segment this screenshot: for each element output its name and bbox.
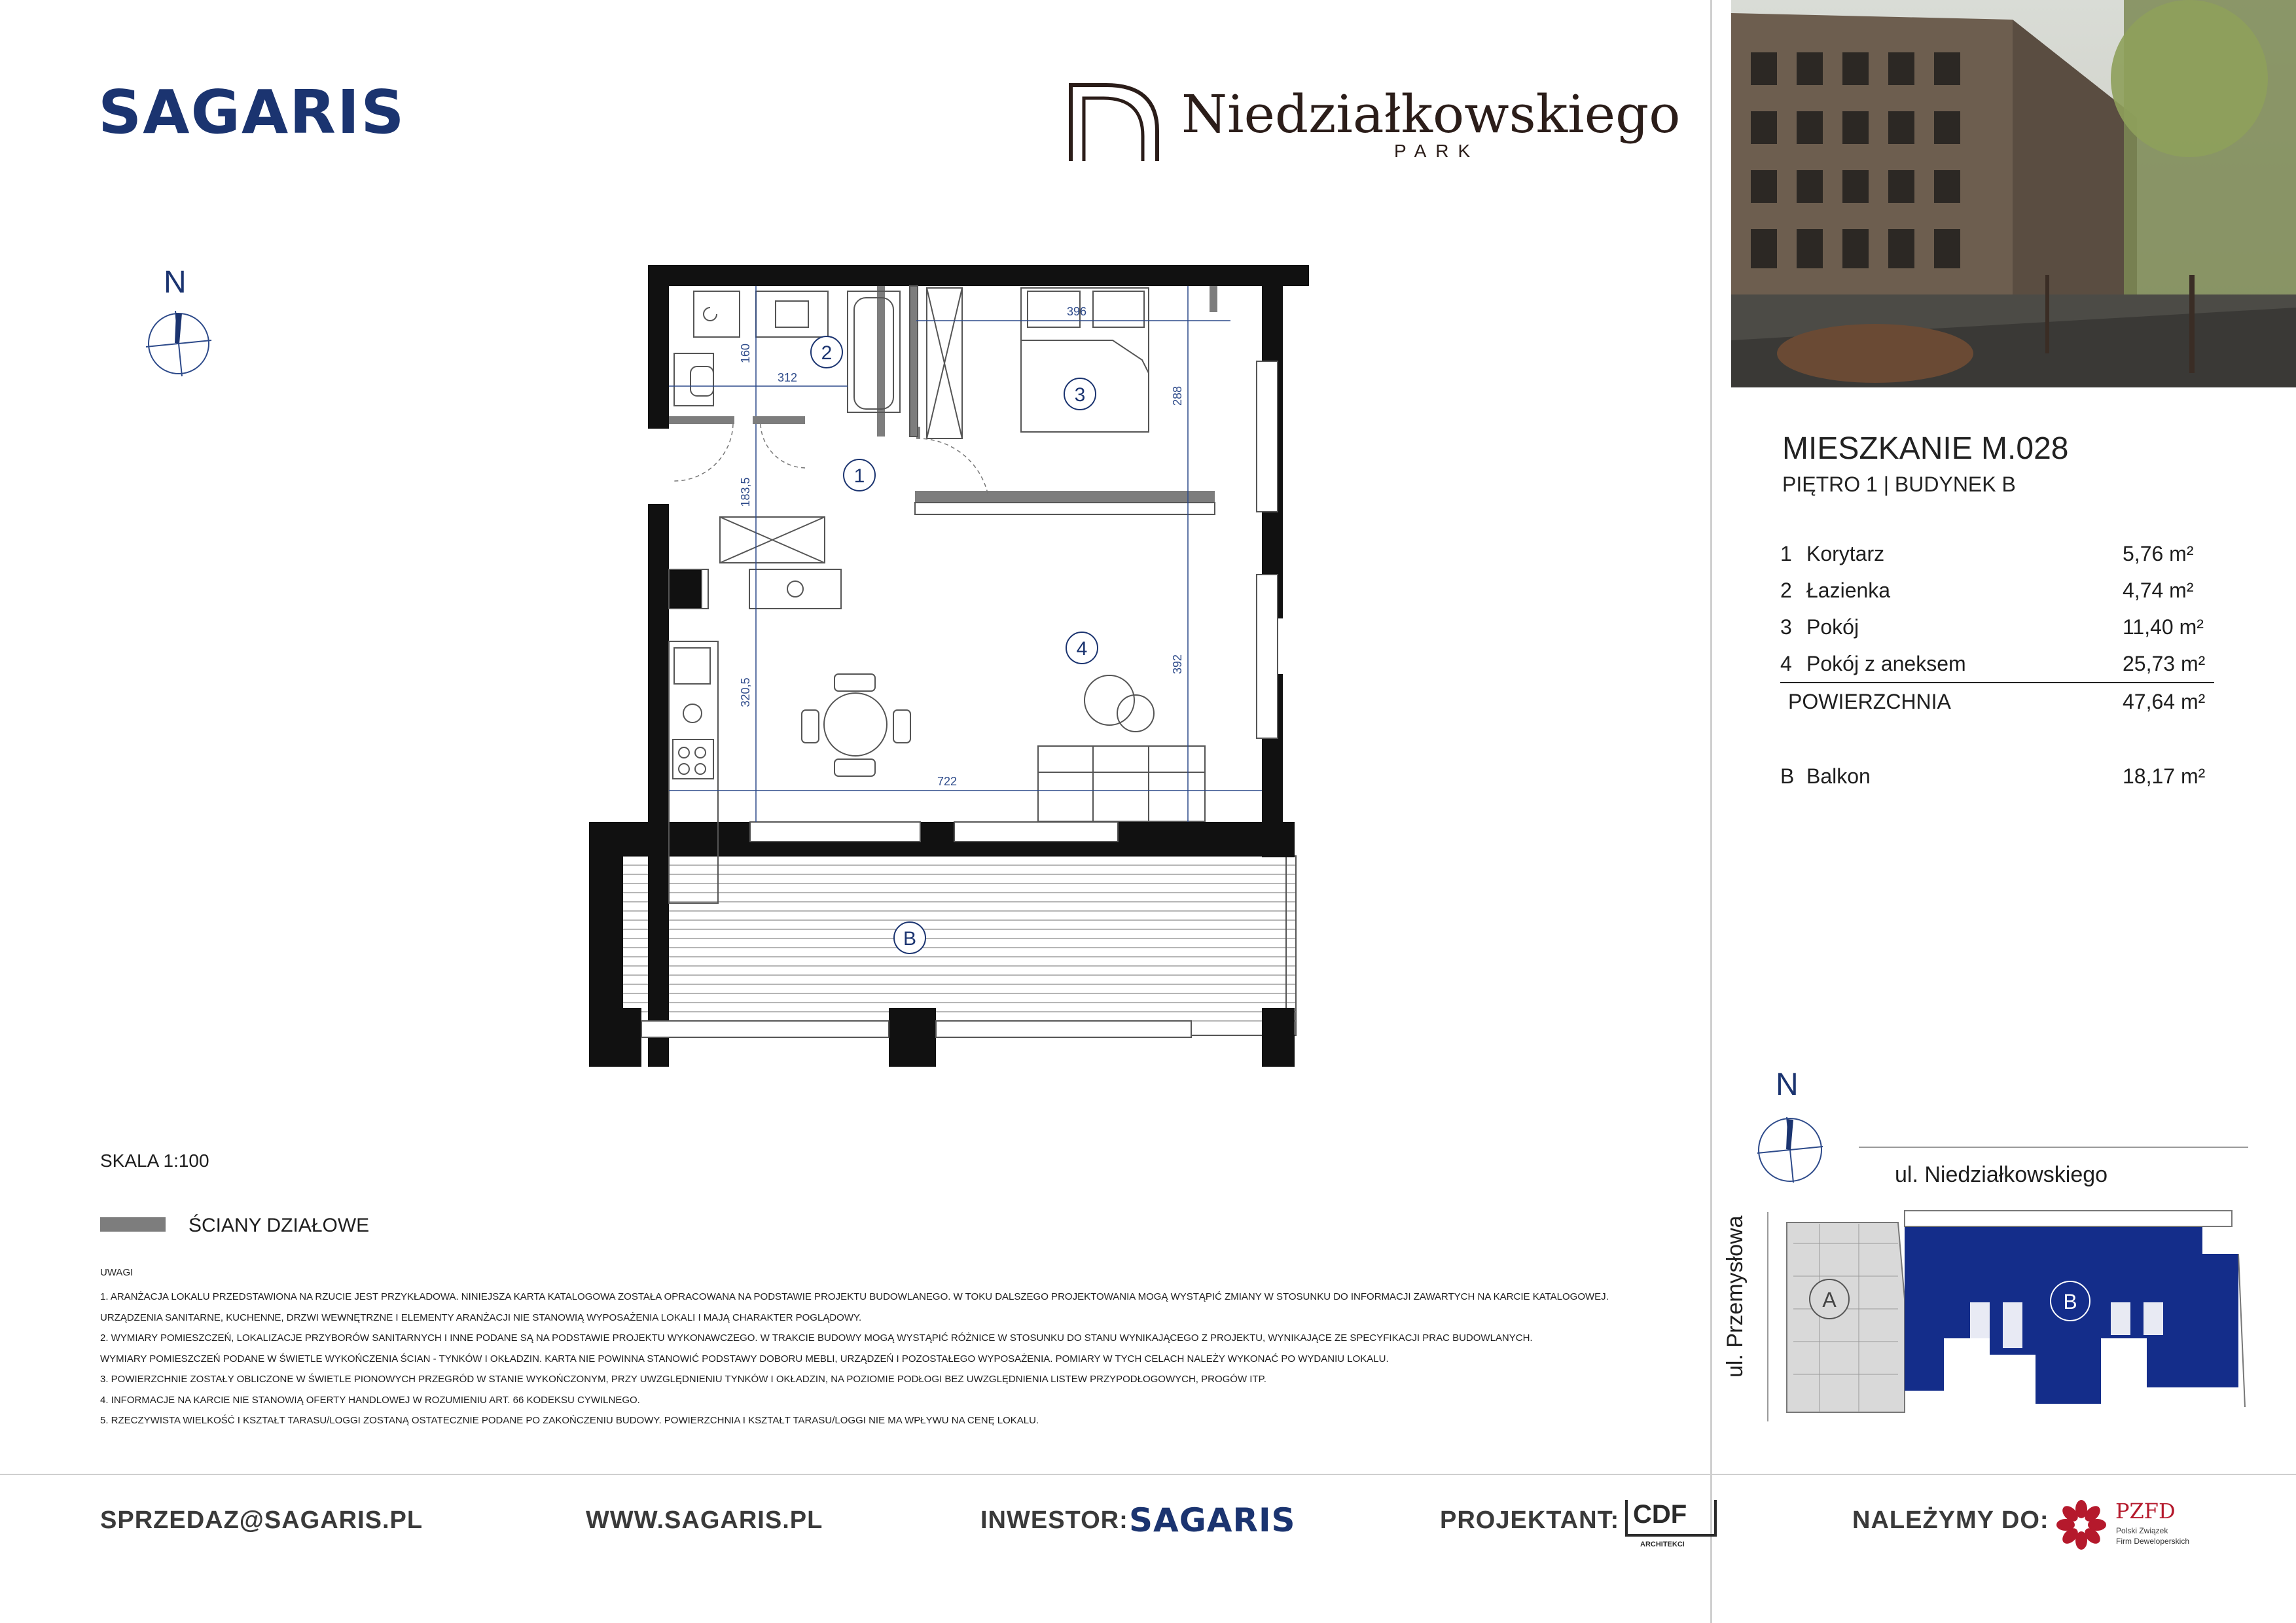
project-sub: PARK [1394,141,1480,161]
compass-icon [143,308,215,380]
room-no: 2 [1780,578,1792,602]
room-area: 25,73 m² [2123,651,2206,675]
balcony-marker: B [903,928,917,950]
room-name: Łazienka [1806,578,1891,602]
project-name: Niedziałkowskiego [1181,84,1681,145]
total-row [1780,683,2214,720]
area-row [1780,645,2214,683]
building-a-label: A [1822,1288,1837,1311]
balcony-no: B [1780,764,1795,788]
dim-320-5: 320,5 [739,677,752,707]
frame-vertical-divider [1710,0,1712,1623]
room-1-marker: 1 [853,465,865,487]
room-name: Pokój z aneksem [1806,651,1966,675]
room-area: 11,40 m² [2123,615,2204,639]
notes-list [100,1287,1671,1431]
north-label: N [164,265,187,300]
scale-label: SKALA 1:100 [100,1150,209,1171]
total-area: 47,64 m² [2116,683,2214,720]
partition-walls [669,286,1217,503]
total-label: POWIERZCHNIA [1780,683,2116,720]
room-area: 5,76 m² [2123,541,2194,565]
room-name: Korytarz [1806,541,1885,565]
member-label: NALEŻYMY DO: [1852,1507,2049,1534]
balcony-name: Balkon [1806,764,1871,788]
street-label-left: ul. Przemysłowa [1723,1215,1748,1378]
dim-722: 722 [937,775,958,788]
site-plan [1780,1204,2251,1414]
area-row [1780,609,2214,645]
area-table [1780,535,2214,794]
apartment-title: MIESZKANIE M.028 [1782,431,2069,466]
note-line: 3. POWIERZCHNIE ZOSTAŁY OBLICZONE W ŚWIETLE PIONOWYCH PRZEGRÓD W STANIE WYKOŃCZONYM, PRZY UWZGLĘDNIENIU TYNKÓW I OKŁADZIN, NA POZIOMIE PODŁOGI BEZ UWZGLĘDNIENIA LISTEW PRZYPODŁOGOWYCH, PROGÓW ITP. [100,1374,1266,1385]
balcony-area: 18,17 m² [2123,764,2206,788]
note-line: 4. INFORMACJE NA KARCIE NIE STANOWIĄ OFERTY HANDLOWEJ W ROZUMIENIU ART. 66 KODEKSU CYWILNEGO. [100,1394,640,1406]
apartment-subtitle: PIĘTRO 1 | BUDYNEK B [1782,473,2016,496]
bathroom-fixtures [674,291,900,412]
room-name: Pokój [1806,615,1859,639]
note-line: URZĄDZENIA SANITARNE, KUCHENNE, DRZWI WEWNĘTRZNE I ELEMENTY ARANŻACJI NIE STANOWIĄ WYPOSAŻENIA LOKALI I MAJĄ CHARAKTER POGLĄDOWY. [100,1311,862,1323]
dimension-lines [669,286,1262,822]
site-compass-icon [1754,1114,1826,1186]
area-row [1780,572,2214,609]
pzfd-logo: PZFD [2115,1499,2176,1524]
area-row [1780,535,2214,572]
dim-396: 396 [1066,305,1087,318]
room-3-marker: 3 [1074,384,1086,406]
floor-plan [576,255,1309,1067]
walls-swatch [100,1217,166,1232]
email-link[interactable]: SPRZEDAZ@SAGARIS.PL [100,1507,423,1534]
designer-label: PROJEKTANT: [1440,1507,1620,1534]
pzfd-sub-2: Firm Deweloperskich [2116,1537,2190,1546]
designer-logo: CDF [1633,1500,1687,1529]
note-line: 2. WYMIARY POMIESZCZEŃ, LOKALIZACJE PRZYBORÓW SANITARNYCH I INNE PODANE SĄ NA PODSTAWIE PROJEKTU WYKONAWCZEGO. W TRAKCIE BUDOWY MOGĄ WYSTĄPIĆ RÓŻNICE W STOSUNKU DO STANU WYNIKAJĄCEGO Z PROJEKTU, WYNIKAJĄCE ZE SPECYFIKACJI PRAC BUDOWLANYCH. [100,1332,1533,1344]
investor-logo: SAGARIS [1129,1501,1296,1539]
note-line: 5. RZECZYWISTA WIELKOŚĆ I KSZTAŁT TARASU/LOGGI ZOSTANĄ OSTATECZNIE PODANE PO ZAKOŃCZENIU BUDOWY. POWIERZCHNIA I KSZTAŁT TARASU/LOGGI NIE MA WPŁYWU NA CENĘ LOKALU. [100,1415,1039,1426]
street-line [1859,1147,2248,1148]
doors [674,424,988,496]
building-b [1905,1226,2238,1404]
room-4-marker: 4 [1076,638,1088,660]
site-north-label: N [1776,1067,1799,1102]
building-rendering-illustration [1731,0,2296,387]
room-no: 1 [1780,541,1792,565]
dim-392: 392 [1171,654,1184,675]
street-label-top: ul. Niedziałkowskiego [1895,1162,2108,1187]
footer-divider [0,1474,2296,1475]
dim-312: 312 [777,371,798,384]
dim-288: 288 [1171,385,1184,406]
room-area: 4,74 m² [2123,578,2194,602]
niedzialkowskiego-park-monogram-icon [1066,77,1164,162]
building-b-label: B [2063,1290,2077,1313]
investor-label: INWESTOR: [980,1507,1128,1534]
website-link[interactable]: WWW.SAGARIS.PL [586,1507,823,1534]
room-no: 4 [1780,651,1792,675]
walls-legend-label: ŚCIANY DZIAŁOWE [188,1215,370,1236]
sagaris-logo: SAGARIS [98,77,406,147]
room-no: 3 [1780,615,1792,639]
designer-logo-sub: ARCHITEKCI [1640,1541,1685,1548]
notes-title: UWAGI [100,1267,134,1278]
pzfd-flower-icon [2055,1499,2108,1551]
note-line: 1. ARANŻACJA LOKALU PRZEDSTAWIONA NA RZUCIE JEST PRZYKŁADOWA. NINIEJSZA KARTA KATALOGOWA ZOSTAŁA OPRACOWANA NA PODSTAWIE PROJEKTU BUDOWLANEGO. W TOKU DALSZEGO PROJEKTOWANIA MOGĄ WYSTĄPIĆ ZMIANY W STOSUNKU DO INFORMACJI ZAWARTYCH NA KARCIE KATALOGOWEJ. [100,1291,1609,1302]
balcony-row [1780,758,2214,794]
pzfd-sub-1: Polski Związek [2116,1526,2168,1535]
room-2-marker: 2 [821,342,833,364]
living-furniture [802,674,1205,821]
dim-183-5: 183,5 [739,477,752,507]
footer [0,1492,2296,1558]
street-line-left [1767,1212,1768,1421]
note-line: WYMIARY POMIESZCZEŃ PODANE W ŚWIETLE WYKOŃCZENIA ŚCIAN - TYNKÓW I OKŁADZIN. KARTA NIE POWINNA STANOWIĆ PODSTAWY DOBORU MEBLI, URZĄDZEŃ I POZOSTAŁEGO WYPOSAŻENIA. POMIARY W TYCH CELACH NALEŻY WYKONAĆ PO WYDANIU LOKALU. [100,1353,1389,1364]
building-rendering [1731,0,2296,387]
building-a [1787,1222,1905,1412]
dim-160: 160 [739,343,752,364]
